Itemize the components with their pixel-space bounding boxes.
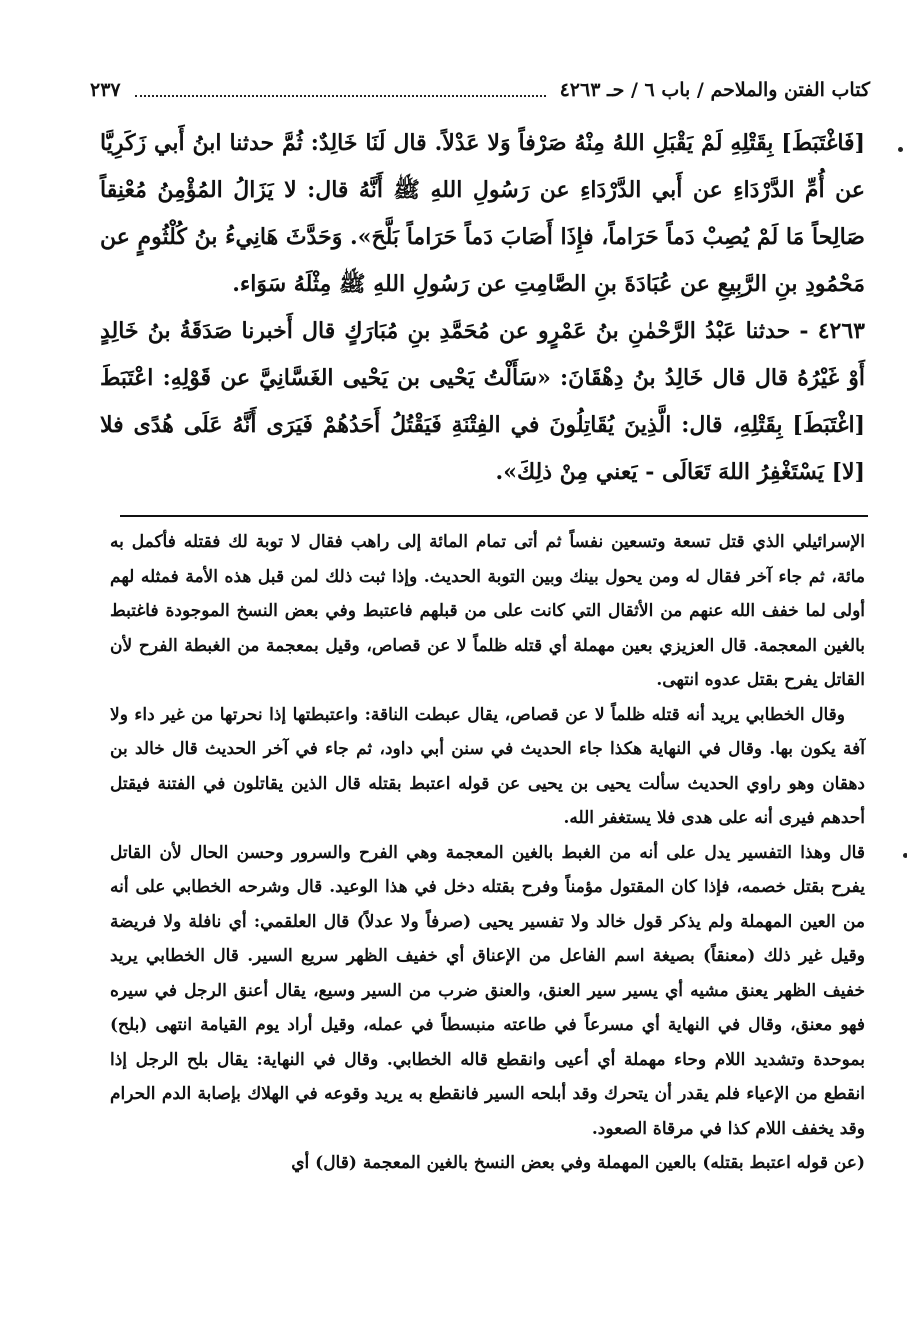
header-leader-dots xyxy=(135,83,546,97)
footnote-paragraph-1: الإسرائيلي الذي قتل تسعة وتسعين نفساً ثم أتى تمام المائة إلى راهب فقال لا توبة لك فقتله فأكمل به مائة، ثم جاء آخر فقال له ومن يحول بينك وبين التوبة الحديث. وإذا ثبت ذلك لمن قبل هذه الأمة فمثله لهم أولى لما خفف الله عنهم من الأثقال التي كانت على من قبلهم فاعتبط وفي بعض النسخ الموجودة فاغتبط بالغين المعجمة. قال العزيزي بعين مهملة أي قتله ظلماً لا عن قصاص، وقيل بمعجمة من الغبطة الفرح لأن القاتل يفرح بقتل عدوه انتهى. xyxy=(110,532,865,690)
margin-mark xyxy=(898,147,903,152)
main-paragraph-1: [فَاغْتَبَطَ] بِقَتْلِهِ لَمْ يَقْبَلِ اللهُ مِنْهُ صَرْفاً وَلا عَدْلاً. قال لَنَا خَالِدٌ: ثُمَّ حدثنا ابنُ أَبي زَكَرِيَّا عن أُمِّ الدَّرْدَاءِ عن أَبي الدَّرْدَاءِ عن رَسُولِ اللهِ ﷺ أَنَّهُ قال: لا يَزَالُ المُؤْمِنُ مُعْنِقاً صَالِحاً مَا لَمْ يُصِبْ دَماً حَرَاماً، فإِذَا أَصَابَ دَماً حَرَاماً بَلَّحَ». وَحَدَّثَ هَانِيءُ بنُ كُلْثُومٍ عن مَحْمُودِ بنِ الرَّبِيعِ عن عُبَادَةَ بنِ الصَّامِتِ عن رَسُولِ اللهِ ﷺ مِثْلَهُ سَوَاء. xyxy=(100,130,865,297)
footnote-divider xyxy=(120,515,868,517)
footnote-paragraph-2: وقال الخطابي يريد أنه قتله ظلماً لا عن قصاص، يقال عبطت الناقة: واعتبطتها إذا نحرتها من غير داء ولا آفة يكون بها. وقال في النهاية هكذا جاء الحديث في سنن أبي داود، ثم جاء في آخر الحديث قال خالد بن دهقان وهو راوي الحديث سألت يحيى بن يحيى عن قوله اعتبط بقتله قال الذين يقاتلون في الفتنة فيقتل أحدهم فيرى أنه على هدى فلا يستغفر الله. xyxy=(110,704,865,828)
footnote-paragraph-3: قال وهذا التفسير يدل على أنه من الغبط بالغين المعجمة وهي الفرح والسرور وحسن الحال لأن القاتل يفرح بقتل خصمه، فإذا كان المقتول مؤمناً وفرح بقتله دخل في هذا الوعيد. قال وشرحه الخطابي على أنه من العين المهملة ولم يذكر قول خالد ولا تفسير يحيى (صرفاً ولا عدلاً) قال العلقمي: أي نافلة ولا فريضة وقيل غير ذلك (معنقاً) بصيغة اسم الفاعل من الإعناق أي خفيف الظهر سريع السير. قال الخطابي يريد خفيف الظهر يعنق مشيه أي يسير سير العنق، والعنق ضرب من السير وسيع، يقال أعنق الرجل في سيره فهو معنق، وقال في النهاية أي مسرعاً في طاعته منبسطاً في عمله، وقيل أراد يوم القيامة انتهى (بلح) بموحدة وتشديد اللام وحاء مهملة أي أعيى وانقطع قاله الخطابي. وقال في النهاية: يقال بلح الرجل إذا انقطع من الإعياء فلم يقدر أن يتحرك وقد أبلحه السير فانقطع به يريد وقوعه في الهلاك بإصابة الدم الحرام وقد يخفف اللام كذا في مرقاة الصعود. xyxy=(110,842,865,1139)
main-text xyxy=(100,120,865,496)
hadith-number: ٤٢٦٣ - xyxy=(799,318,865,344)
main-paragraph-2 xyxy=(100,308,865,496)
running-header xyxy=(90,70,870,110)
running-title: كتاب الفتن والملاحم / باب ٦ / حـ ٤٢٦٣ xyxy=(559,79,870,101)
page-number: ٢٣٧ xyxy=(90,79,121,101)
hadith-text: حدثنا عَبْدُ الرَّحْمٰنِ بنُ عَمْرٍو عن مُحَمَّدِ بنِ مُبَارَكٍ قال أَخبرنا صَدَقَةُ بنُ خَالِدٍ أَوْ غَيْرُهُ قال قال خَالِدُ بنُ دِهْقَانَ: «سَأَلْتُ يَحْيى بن يَحْيى الغَسَّانِيَّ عن قَوْلِهِ: اعْتَبَطَ [اغْتَبَطَ] بِقَتْلِهِ، قال: الَّذِينَ يُقَاتِلُونَ في الفِتْنَةِ فَيَقْتُلُ أَحَدُهُمْ فَيَرَى أَنَّهُ عَلَى هُدًى فلا [لا] يَسْتَغْفِرُ اللهَ تَعَالَى - يَعني مِنْ ذلِكَ». xyxy=(100,318,865,485)
footnote-paragraph-4: (عن قوله اعتبط بقتله) بالعين المهملة وفي بعض النسخ بالغين المعجمة (قال) أي xyxy=(291,1153,865,1173)
footnotes xyxy=(110,525,865,1181)
margin-mark xyxy=(903,853,907,858)
